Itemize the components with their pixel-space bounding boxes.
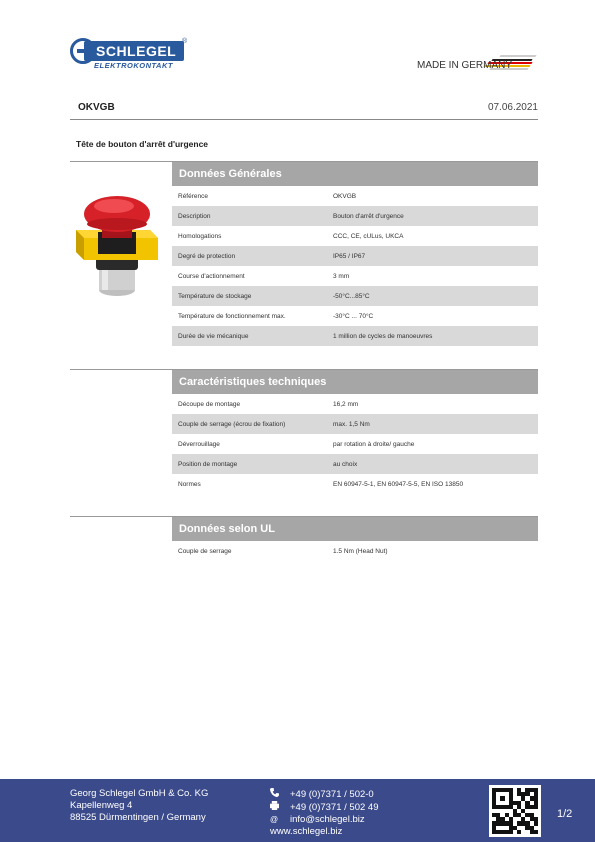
made-in-germany-label: MADE IN GERMANY — [417, 60, 513, 71]
row-key: Déverrouillage — [178, 440, 220, 448]
row-key: Normes — [178, 480, 201, 488]
table-row — [172, 266, 538, 286]
phone-icon — [270, 788, 290, 801]
row-key: Couple de serrage — [178, 547, 232, 555]
section-ul-data — [172, 517, 538, 561]
fax-icon — [270, 801, 290, 814]
row-key: Référence — [178, 192, 208, 200]
section-general-data — [172, 162, 538, 346]
table-row — [172, 246, 538, 266]
row-value: EN 60947-5-1, EN 60947-5-5, EN ISO 13850 — [333, 480, 464, 488]
row-value: 3 mm — [333, 272, 350, 280]
city-address: 88525 Dürmentingen / Germany — [70, 812, 206, 823]
row-key: Position de montage — [178, 460, 238, 468]
row-value: max. 1,5 Nm — [333, 420, 370, 428]
section-technical-characteristics — [172, 370, 538, 494]
row-value: par rotation à droite/ gauche — [333, 440, 415, 448]
logo-subtitle: ELEKTROKONTAKT — [94, 61, 173, 70]
registered-mark: ® — [182, 38, 188, 45]
row-value: -50°C...85°C — [333, 292, 370, 300]
company-name: Georg Schlegel GmbH & Co. KG — [70, 788, 209, 799]
page-header — [0, 0, 595, 120]
qr-code[interactable] — [489, 785, 541, 837]
header-divider — [70, 119, 538, 120]
table-row — [172, 186, 538, 206]
row-key: Course d'actionnement — [178, 272, 245, 280]
phone-number[interactable]: +49 (0)7371 / 502-0 — [290, 788, 374, 800]
table-row — [172, 326, 538, 346]
section-heading: Caractéristiques techniques — [172, 370, 538, 394]
row-value: au choix — [333, 460, 358, 468]
emergency-stop-button-image — [72, 192, 162, 302]
row-key: Température de stockage — [178, 292, 252, 300]
page-footer — [0, 779, 595, 842]
page-number: 1/2 — [557, 808, 573, 820]
table-row — [172, 414, 538, 434]
row-value: 1.5 Nm (Head Nut) — [333, 547, 388, 555]
row-key: Durée de vie mécanique — [178, 332, 249, 340]
company-address — [70, 788, 208, 824]
at-icon: @ — [270, 815, 279, 824]
row-key: Description — [178, 212, 211, 220]
email-link[interactable]: info@schlegel.biz — [290, 814, 365, 825]
row-value: -30°C ... 70°C — [333, 312, 374, 320]
table-row — [172, 454, 538, 474]
table-row — [172, 206, 538, 226]
document-code: OKVGB — [78, 102, 115, 113]
row-value: 1 million de cycles de manoeuvres — [333, 332, 433, 340]
table-row — [172, 306, 538, 326]
row-key: Découpe de montage — [178, 400, 241, 408]
row-value: IP65 / IP67 — [333, 252, 366, 260]
schlegel-logo — [70, 38, 190, 72]
table-row — [172, 474, 538, 494]
row-key: Couple de serrage (écrou de fixation) — [178, 420, 286, 428]
street-address: Kapellenweg 4 — [70, 800, 133, 811]
section-heading: Données Générales — [172, 162, 538, 186]
row-value: CCC, CE, cULus, UKCA — [333, 232, 404, 240]
contact-info — [270, 788, 378, 838]
row-value: OKVGB — [333, 192, 357, 200]
fax-number[interactable]: +49 (0)7371 / 502 49 — [290, 801, 379, 813]
website-link[interactable]: www.schlegel.biz — [270, 826, 343, 837]
table-row — [172, 434, 538, 454]
logo-wordmark: SCHLEGEL — [84, 41, 184, 61]
table-row — [172, 226, 538, 246]
table-row — [172, 286, 538, 306]
section-heading: Données selon UL — [172, 517, 538, 541]
row-value: 16,2 mm — [333, 400, 359, 408]
table-row — [172, 394, 538, 414]
row-key: Température de fonctionnement max. — [178, 312, 286, 320]
table-row — [172, 541, 538, 561]
row-key: Homologations — [178, 232, 222, 240]
row-key: Degré de protection — [178, 252, 236, 260]
row-value: Bouton d'arrêt d'urgence — [333, 212, 404, 220]
document-date: 07.06.2021 — [487, 102, 538, 113]
document-title: Tête de bouton d'arrêt d'urgence — [76, 139, 209, 149]
